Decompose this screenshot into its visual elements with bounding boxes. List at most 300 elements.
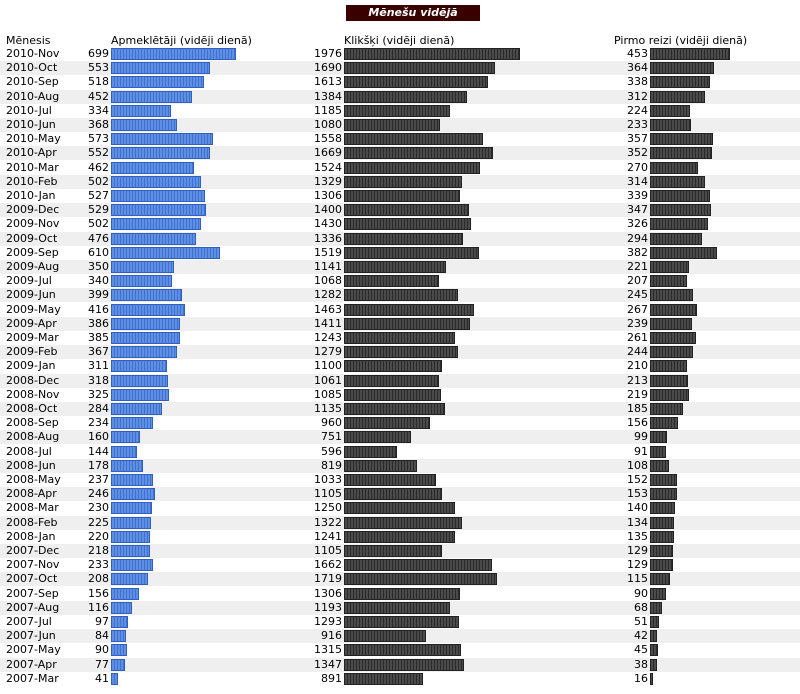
first-time-bar: [650, 559, 673, 571]
first-time-value-label: 38: [634, 657, 648, 671]
clicks-bar: [344, 190, 460, 202]
clicks-bar: [344, 133, 483, 145]
first-time-value-label: 140: [627, 501, 648, 515]
month-label: 2010-Jul: [6, 103, 52, 117]
visitors-bar: [111, 289, 182, 301]
table-row: [0, 359, 800, 373]
clicks-value-label: 1719: [314, 572, 342, 586]
clicks-value-label: 1033: [314, 473, 342, 486]
first-time-bar: [650, 673, 653, 685]
visitors-value-label: 416: [88, 302, 109, 316]
visitors-value-label: 160: [88, 430, 109, 444]
clicks-value-label: 1141: [314, 260, 342, 273]
month-label: 2008-Jun: [6, 458, 56, 472]
first-time-bar: [650, 644, 658, 656]
visitors-value-label: 553: [88, 61, 109, 75]
clicks-bar: [344, 417, 430, 429]
table-row: [0, 260, 800, 274]
month-label: 2009-Apr: [6, 316, 57, 330]
clicks-bar: [344, 147, 493, 159]
first-time-bar: [650, 517, 674, 529]
visitors-bar: [111, 474, 153, 486]
month-label: 2010-Mar: [6, 160, 59, 174]
month-label: 2007-Nov: [6, 558, 60, 572]
visitors-bar: [111, 659, 125, 671]
first-time-value-label: 233: [627, 118, 648, 131]
first-time-bar: [650, 360, 687, 372]
first-time-value-label: 152: [627, 473, 648, 486]
first-time-bar: [650, 247, 717, 259]
first-time-bar: [650, 62, 714, 74]
visitors-bar: [111, 247, 220, 259]
month-label: 2008-Jul: [6, 444, 52, 458]
month-label: 2007-Sep: [6, 586, 59, 600]
table-row: [0, 90, 800, 104]
first-time-value-label: 339: [627, 189, 648, 202]
clicks-value-label: 1306: [314, 189, 342, 202]
table-row: [0, 459, 800, 473]
first-time-value-label: 270: [627, 160, 648, 174]
clicks-value-label: 1463: [314, 302, 342, 316]
clicks-bar: [344, 673, 423, 685]
first-time-value-label: 99: [634, 430, 648, 444]
clicks-bar: [344, 275, 439, 287]
table-row: [0, 672, 800, 686]
month-label: 2008-Sep: [6, 416, 59, 430]
first-time-bar: [650, 630, 657, 642]
table-row: [0, 317, 800, 331]
visitors-bar: [111, 630, 126, 642]
clicks-value-label: 1669: [314, 146, 342, 160]
first-time-value-label: 347: [627, 203, 648, 217]
visitors-value-label: 527: [88, 189, 109, 202]
first-time-value-label: 244: [627, 345, 648, 359]
clicks-value-label: 819: [321, 458, 342, 472]
visitors-bar: [111, 261, 174, 273]
visitors-value-label: 41: [95, 671, 109, 685]
visitors-value-label: 116: [88, 600, 109, 614]
table-row: [0, 217, 800, 231]
clicks-bar: [344, 233, 463, 245]
clicks-bar: [344, 247, 479, 259]
month-label: 2007-Jun: [6, 629, 56, 643]
first-time-column-header: Pirmo reizi (vidēji dienā): [614, 34, 748, 47]
visitors-value-label: 610: [88, 245, 109, 259]
month-label: 2009-Aug: [6, 260, 60, 273]
first-time-value-label: 239: [627, 316, 648, 330]
clicks-bar: [344, 304, 474, 316]
clicks-bar: [344, 375, 439, 387]
first-time-bar: [650, 602, 662, 614]
table-row: [0, 331, 800, 345]
visitors-value-label: 90: [95, 643, 109, 657]
visitors-bar: [111, 360, 167, 372]
first-time-value-label: 51: [634, 615, 648, 628]
first-time-bar: [650, 289, 693, 301]
visitors-value-label: 518: [88, 75, 109, 89]
visitors-value-label: 208: [88, 572, 109, 586]
clicks-bar: [344, 659, 464, 671]
visitors-value-label: 225: [88, 515, 109, 529]
month-label: 2009-May: [6, 302, 61, 316]
clicks-bar: [344, 346, 458, 358]
clicks-bar: [344, 162, 480, 174]
first-time-bar: [650, 659, 657, 671]
visitors-bar: [111, 162, 194, 174]
clicks-value-label: 1519: [314, 245, 342, 259]
visitors-value-label: 334: [88, 103, 109, 117]
visitors-column-header: Apmeklētāji (vidēji dienā): [111, 34, 252, 47]
table-row: [0, 132, 800, 146]
clicks-bar: [344, 644, 461, 656]
visitors-value-label: 386: [88, 316, 109, 330]
first-time-value-label: 245: [627, 288, 648, 302]
visitors-value-label: 97: [95, 615, 109, 628]
month-label: 2009-Jun: [6, 288, 56, 302]
clicks-bar: [344, 588, 460, 600]
table-row: [0, 146, 800, 160]
first-time-value-label: 261: [627, 331, 648, 344]
month-label: 2008-Feb: [6, 515, 58, 529]
month-label: 2008-Nov: [6, 387, 60, 401]
first-time-bar: [650, 431, 667, 443]
clicks-bar: [344, 176, 462, 188]
table-row: [0, 473, 800, 487]
visitors-bar: [111, 176, 201, 188]
first-time-bar: [650, 204, 711, 216]
clicks-value-label: 1100: [314, 359, 342, 373]
visitors-value-label: 340: [88, 274, 109, 288]
clicks-value-label: 1241: [314, 529, 342, 543]
first-time-bar: [650, 76, 710, 88]
table-row: [0, 416, 800, 430]
visitors-bar: [111, 204, 206, 216]
clicks-bar: [344, 616, 459, 628]
clicks-bar: [344, 545, 442, 557]
clicks-value-label: 1105: [314, 487, 342, 501]
clicks-value-label: 751: [321, 430, 342, 444]
table-row: [0, 516, 800, 530]
table-row: [0, 246, 800, 260]
month-label: 2010-Aug: [6, 89, 60, 103]
clicks-value-label: 1061: [314, 373, 342, 387]
visitors-bar: [111, 304, 185, 316]
visitors-value-label: 220: [88, 529, 109, 543]
clicks-bar: [344, 360, 442, 372]
visitors-value-label: 178: [88, 458, 109, 472]
first-time-bar: [650, 147, 712, 159]
visitors-value-label: 399: [88, 288, 109, 302]
first-time-value-label: 45: [634, 643, 648, 657]
month-label: 2009-Nov: [6, 217, 60, 231]
clicks-value-label: 1400: [314, 203, 342, 217]
clicks-value-label: 1068: [314, 274, 342, 288]
visitors-bar: [111, 545, 150, 557]
first-time-bar: [650, 48, 730, 60]
first-time-value-label: 267: [627, 302, 648, 316]
clicks-value-label: 916: [321, 629, 342, 643]
chart-title: Mēnešu vidējā statistika: [346, 5, 480, 21]
visitors-bar: [111, 147, 210, 159]
first-time-bar: [650, 573, 670, 585]
clicks-bar: [344, 48, 520, 60]
visitors-bar: [111, 48, 236, 60]
clicks-bar: [344, 403, 445, 415]
clicks-value-label: 1322: [314, 515, 342, 529]
table-row: [0, 658, 800, 672]
table-row: [0, 430, 800, 444]
month-label: 2007-Oct: [6, 572, 58, 586]
first-time-value-label: 453: [627, 47, 648, 60]
table-row: [0, 402, 800, 416]
clicks-value-label: 1185: [314, 103, 342, 117]
first-time-value-label: 129: [627, 558, 648, 572]
visitors-value-label: 233: [88, 558, 109, 572]
visitors-bar: [111, 446, 137, 458]
first-time-bar: [650, 403, 683, 415]
clicks-value-label: 1250: [314, 501, 342, 515]
clicks-bar: [344, 289, 458, 301]
visitors-value-label: 318: [88, 373, 109, 387]
month-label: 2007-May: [6, 643, 61, 657]
first-time-value-label: 364: [627, 61, 648, 75]
first-time-value-label: 16: [634, 671, 648, 685]
visitors-value-label: 452: [88, 89, 109, 103]
visitors-bar: [111, 233, 196, 245]
first-time-value-label: 312: [627, 89, 648, 103]
clicks-bar: [344, 474, 436, 486]
table-row: [0, 274, 800, 288]
table-row: [0, 345, 800, 359]
clicks-value-label: 1347: [314, 657, 342, 671]
first-time-bar: [650, 91, 705, 103]
visitors-bar: [111, 559, 153, 571]
first-time-bar: [650, 133, 713, 145]
table-row: [0, 303, 800, 317]
first-time-value-label: 156: [627, 416, 648, 430]
first-time-bar: [650, 119, 691, 131]
visitors-bar: [111, 460, 143, 472]
clicks-column-header: Klikšķi (vidēji dienā): [344, 34, 455, 47]
first-time-bar: [650, 375, 688, 387]
visitors-bar: [111, 403, 162, 415]
visitors-value-label: 552: [88, 146, 109, 160]
visitors-bar: [111, 488, 155, 500]
first-time-value-label: 185: [627, 402, 648, 415]
visitors-value-label: 144: [88, 444, 109, 458]
first-time-value-label: 91: [634, 444, 648, 458]
table-row: [0, 203, 800, 217]
month-label: 2008-Oct: [6, 402, 58, 415]
first-time-bar: [650, 176, 705, 188]
first-time-bar: [650, 218, 708, 230]
clicks-value-label: 1558: [314, 132, 342, 146]
table-row: [0, 61, 800, 75]
first-time-value-label: 134: [627, 515, 648, 529]
visitors-value-label: 237: [88, 473, 109, 486]
first-time-value-label: 314: [627, 174, 648, 188]
clicks-value-label: 1080: [314, 118, 342, 131]
visitors-value-label: 234: [88, 416, 109, 430]
visitors-bar: [111, 218, 201, 230]
table-row: [0, 572, 800, 586]
clicks-value-label: 596: [321, 444, 342, 458]
visitors-bar: [111, 375, 168, 387]
clicks-bar: [344, 517, 462, 529]
table-row: [0, 445, 800, 459]
visitors-value-label: 462: [88, 160, 109, 174]
first-time-value-label: 108: [627, 458, 648, 472]
first-time-value-label: 115: [627, 572, 648, 586]
month-label: 2010-Apr: [6, 146, 57, 160]
clicks-bar: [344, 559, 492, 571]
first-time-value-label: 90: [634, 586, 648, 600]
table-row: [0, 601, 800, 615]
table-row: [0, 189, 800, 203]
month-label: 2008-Apr: [6, 487, 57, 501]
clicks-bar: [344, 105, 450, 117]
table-row: [0, 288, 800, 302]
clicks-value-label: 891: [321, 671, 342, 685]
visitors-bar: [111, 602, 132, 614]
clicks-value-label: 1384: [314, 89, 342, 103]
visitors-bar: [111, 332, 180, 344]
clicks-bar: [344, 332, 455, 344]
first-time-bar: [650, 460, 669, 472]
visitors-bar: [111, 588, 139, 600]
clicks-bar: [344, 261, 446, 273]
visitors-bar: [111, 517, 151, 529]
month-label: 2009-Jan: [6, 359, 56, 373]
clicks-bar: [344, 602, 450, 614]
clicks-value-label: 960: [321, 416, 342, 430]
first-time-value-label: 221: [627, 260, 648, 273]
clicks-bar: [344, 62, 495, 74]
clicks-value-label: 1243: [314, 331, 342, 344]
table-row: [0, 47, 800, 61]
clicks-bar: [344, 488, 442, 500]
first-time-value-label: 213: [627, 373, 648, 387]
month-label: 2007-Mar: [6, 671, 59, 685]
first-time-bar: [650, 616, 659, 628]
clicks-value-label: 1329: [314, 174, 342, 188]
visitors-value-label: 230: [88, 501, 109, 515]
visitors-value-label: 246: [88, 487, 109, 501]
first-time-value-label: 68: [634, 600, 648, 614]
visitors-bar: [111, 531, 150, 543]
first-time-bar: [650, 304, 697, 316]
clicks-value-label: 1336: [314, 231, 342, 245]
month-label: 2008-Dec: [6, 373, 60, 387]
visitors-bar: [111, 431, 140, 443]
clicks-bar: [344, 431, 411, 443]
table-row: [0, 501, 800, 515]
first-time-value-label: 210: [627, 359, 648, 373]
visitors-bar: [111, 417, 153, 429]
clicks-bar: [344, 446, 397, 458]
clicks-value-label: 1662: [314, 558, 342, 572]
clicks-value-label: 1135: [314, 402, 342, 415]
first-time-value-label: 219: [627, 387, 648, 401]
month-label: 2009-Dec: [6, 203, 60, 217]
visitors-value-label: 368: [88, 118, 109, 131]
month-label: 2009-Sep: [6, 245, 59, 259]
clicks-bar: [344, 460, 417, 472]
first-time-bar: [650, 261, 689, 273]
visitors-bar: [111, 389, 169, 401]
first-time-bar: [650, 488, 677, 500]
clicks-bar: [344, 531, 455, 543]
visitors-bar: [111, 76, 204, 88]
visitors-bar: [111, 644, 127, 656]
visitors-bar: [111, 62, 210, 74]
visitors-bar: [111, 133, 213, 145]
month-label: 2010-Feb: [6, 174, 58, 188]
month-label: 2010-Nov: [6, 47, 60, 60]
clicks-value-label: 1282: [314, 288, 342, 302]
first-time-bar: [650, 545, 673, 557]
clicks-value-label: 1105: [314, 544, 342, 557]
column-headers: [0, 34, 800, 48]
month-label: 2007-Dec: [6, 544, 60, 557]
first-time-value-label: 294: [627, 231, 648, 245]
month-label: 2008-Jan: [6, 529, 56, 543]
first-time-bar: [650, 275, 687, 287]
clicks-value-label: 1430: [314, 217, 342, 231]
table-row: [0, 558, 800, 572]
first-time-value-label: 338: [627, 75, 648, 89]
clicks-bar: [344, 218, 471, 230]
month-label: 2008-May: [6, 473, 61, 486]
visitors-bar: [111, 275, 172, 287]
month-label: 2010-Jan: [6, 189, 56, 202]
table-row: [0, 118, 800, 132]
clicks-value-label: 1293: [314, 615, 342, 628]
table-row: [0, 587, 800, 601]
table-row: [0, 75, 800, 89]
first-time-value-label: 153: [627, 487, 648, 501]
month-label: 2007-Jul: [6, 615, 52, 628]
clicks-bar: [344, 204, 469, 216]
clicks-value-label: 1193: [314, 600, 342, 614]
clicks-value-label: 1085: [314, 387, 342, 401]
clicks-value-label: 1315: [314, 643, 342, 657]
visitors-value-label: 502: [88, 217, 109, 231]
visitors-value-label: 699: [88, 47, 109, 60]
first-time-value-label: 207: [627, 274, 648, 288]
first-time-bar: [650, 474, 677, 486]
visitors-value-label: 573: [88, 132, 109, 146]
visitors-value-label: 529: [88, 203, 109, 217]
month-label: 2008-Mar: [6, 501, 59, 515]
first-time-bar: [650, 190, 710, 202]
table-row: [0, 104, 800, 118]
month-label: 2009-Feb: [6, 345, 58, 359]
table-row: [0, 388, 800, 402]
first-time-bar: [650, 531, 674, 543]
visitors-bar: [111, 346, 177, 358]
clicks-value-label: 1524: [314, 160, 342, 174]
month-label: 2009-Jul: [6, 274, 52, 288]
visitors-value-label: 156: [88, 586, 109, 600]
first-time-bar: [650, 446, 666, 458]
first-time-bar: [650, 346, 693, 358]
table-row: [0, 629, 800, 643]
first-time-bar: [650, 588, 666, 600]
first-time-value-label: 352: [627, 146, 648, 160]
visitors-value-label: 218: [88, 544, 109, 557]
clicks-value-label: 1306: [314, 586, 342, 600]
